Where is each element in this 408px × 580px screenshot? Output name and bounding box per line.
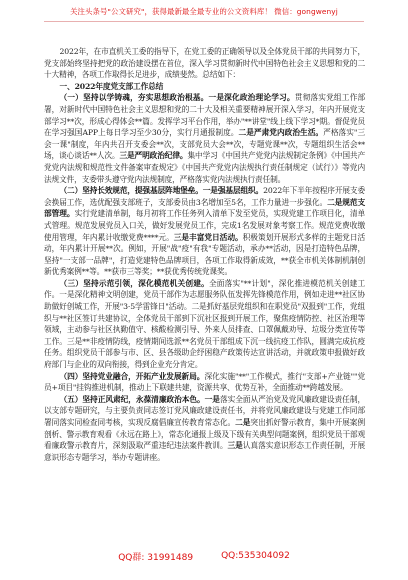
item-4-body: 深化实施"**"工作模式，推行"支部+产业链""党员+项目"挂钩推进机制，推动上下联建共建，资源共享、优势互补，全面推动**跨越发展。 [44,371,365,393]
item-5-lead3: 二是 [235,418,251,427]
item-3-body: 全面落实"**计划"，深化推进模范机关创建工作。一是深化精神文明创建，党员干部作为志愿服务队伍发挥先锋模范作用，例如走进**社区协助做好创城工作，开展"3·5学雷锋日"活动。二是抓好基层党组织和在职党员"双报到"工作，党组织与**社区签订共建协议，全体党员干部到下沉社区报到开展工作，聚焦疫情防控、社区治理等领域，主动参与社区执勤值守、核酸检测引导、外来人员排查、口罩佩戴劝导、垃圾分类宣传等工作。三是**非疫情防线，疫情期间选派**名党员干部组成下沉一线抗疫工作队，圆满完成抗疫任务。组织党员干部参与市、区、县各级助企纾困稳产政策传达宣讲活动，并就政策申报做好政府部门与企业的双向衔接，得到企业充分肯定。 [44,278,365,370]
item-5-lead2: 一是 [204,394,220,404]
item-4-lead: （四）坚持党业融合，开拓产业发展新局。 [59,371,205,381]
banner-divider [44,21,364,22]
item-3 [44,278,365,371]
footer-qq: QQ:535304092 [221,551,290,561]
item-3-lead: （三）坚持示范引领，深化模范机关创建。 [59,278,209,288]
section-heading: 一、2022年度党支部工作总结 [59,81,164,91]
page-footer [0,548,408,564]
item-2-body3: 积极策划开展形式多样的主题党日活动，年内累计开展**次。例如，开展"战"疫"有我"专题活动，承办**活动，因是打造特色品牌，坚持"一支部一品牌"，打造党建特色品牌项目，各项工作取得新成效，**获全市机关体制机制创新优秀案例**等。**获市三等奖；**获优秀传统党课奖。 [44,232,366,277]
item-2-lead2: 一是强基层组织。 [202,186,264,196]
item-5-body2: 突出抓好警示教育，集中开展案例剖析、警示教育观看《永远在路上》，常态化通报上级及下级有关典型问题案例，组织党员干部观看廉政警示教育片，深刻汲取严重违纪违法案件教训。 [44,418,365,451]
intro-paragraph: 2022年，在市直机关工委的指导下，在党工委的正确领导以及全体党员干部的共同努力下，党支部始终坚持把党的政治建设摆在首位，深入学习贯彻新时代中国特色社会主义思想和党的二十大精神，各项工作取得长足进步，成绩斐然。总结如下： [44,47,365,80]
item-2-lead3: 二是规范支部管理。 [44,197,365,219]
item-1-body2: 严格落实"三会一课"制度，年内共召开支委会**次，支部党员大会**次，专题党课**次，专题组织生活会**场，谈心谈话**人次。 [44,128,365,161]
item-5-lead4: 三是 [227,441,243,451]
footer-qq-group: QQ群: 31991489 [118,552,194,563]
item-2-body2: 实行党建清单制，每月初将工作任务列入清单下发至党员，实现党建工作项目化，清单式管理。规范发展党员入口关，做好发展党员工作，完成1名发展对象考察工作。规范党费收缴使用管理，年内累计收缴党费****元。 [44,209,365,242]
document-body [44,46,365,463]
item-4 [44,371,365,394]
item-2-lead4: 三是丰富党日活动。 [173,232,243,242]
item-1-body: 贯彻落实党组工作部署，对新时代中国特色社会主义思想和党的二十大及相关重要精神展开深入学习，年内开展党支部学习**次，形成心得体会**篇。发挥学习平台作用，举办"**讲堂"线上线下学习*期。督促党员在学习强国APP上每日学习至少30分，实行月通报制度。 [44,93,365,138]
item-5 [44,394,365,464]
item-2 [44,185,365,278]
item-1-lead3: 二是严肃党内政治生活。 [238,128,324,138]
item-1 [44,92,365,185]
top-promo-banner [0,0,408,22]
item-5-body: 落实全面从严治党及党风廉政建设责任制，以支部专题研究，与主要负责同志签订党风廉政建设责任书，并将党风廉政建设与党建工作同部署同落实同检查同考核，实现反腐倡廉宣传教育常态化。 [44,394,365,427]
item-5-lead: （五）坚持正风肃纪，永葆清廉政治本色。 [59,394,205,404]
item-1-lead2: 一是深化政治理论学习。 [208,93,295,103]
item-2-body: 2022年下半年按程序开展支委会换届工作，选优配强支部班子，支部委员由3名增加至5名，工作力量进一步强化。 [44,186,365,207]
banner-text: 关注头条号"公文研究"，获得最新最全最专业的公文资料库！ 微信：gongwenyj [70,6,338,16]
item-2-lead: （二）坚持长效规范，提强基层阵地堡垒。 [59,186,203,196]
item-1-body3: 集中学习《中国共产党党内法规制定条例》《中国共产党党内法规和规范性文件备案审查规定》《中国共产党党内法规执行责任制规定（试行）》等党内法规文件，支委带头遵守党内法规制度，严格落实党内法规执行责任制。 [44,151,365,184]
item-1-lead4: 三是严明政治纪律。 [119,151,188,161]
item-1-lead: （一）坚持以学铸魂，夯实思想政治根基。 [59,93,209,103]
item-5-body3: 认真落实意识形态工作责任制，开展意识形态专题学习，举办专题讲座。 [44,441,365,462]
